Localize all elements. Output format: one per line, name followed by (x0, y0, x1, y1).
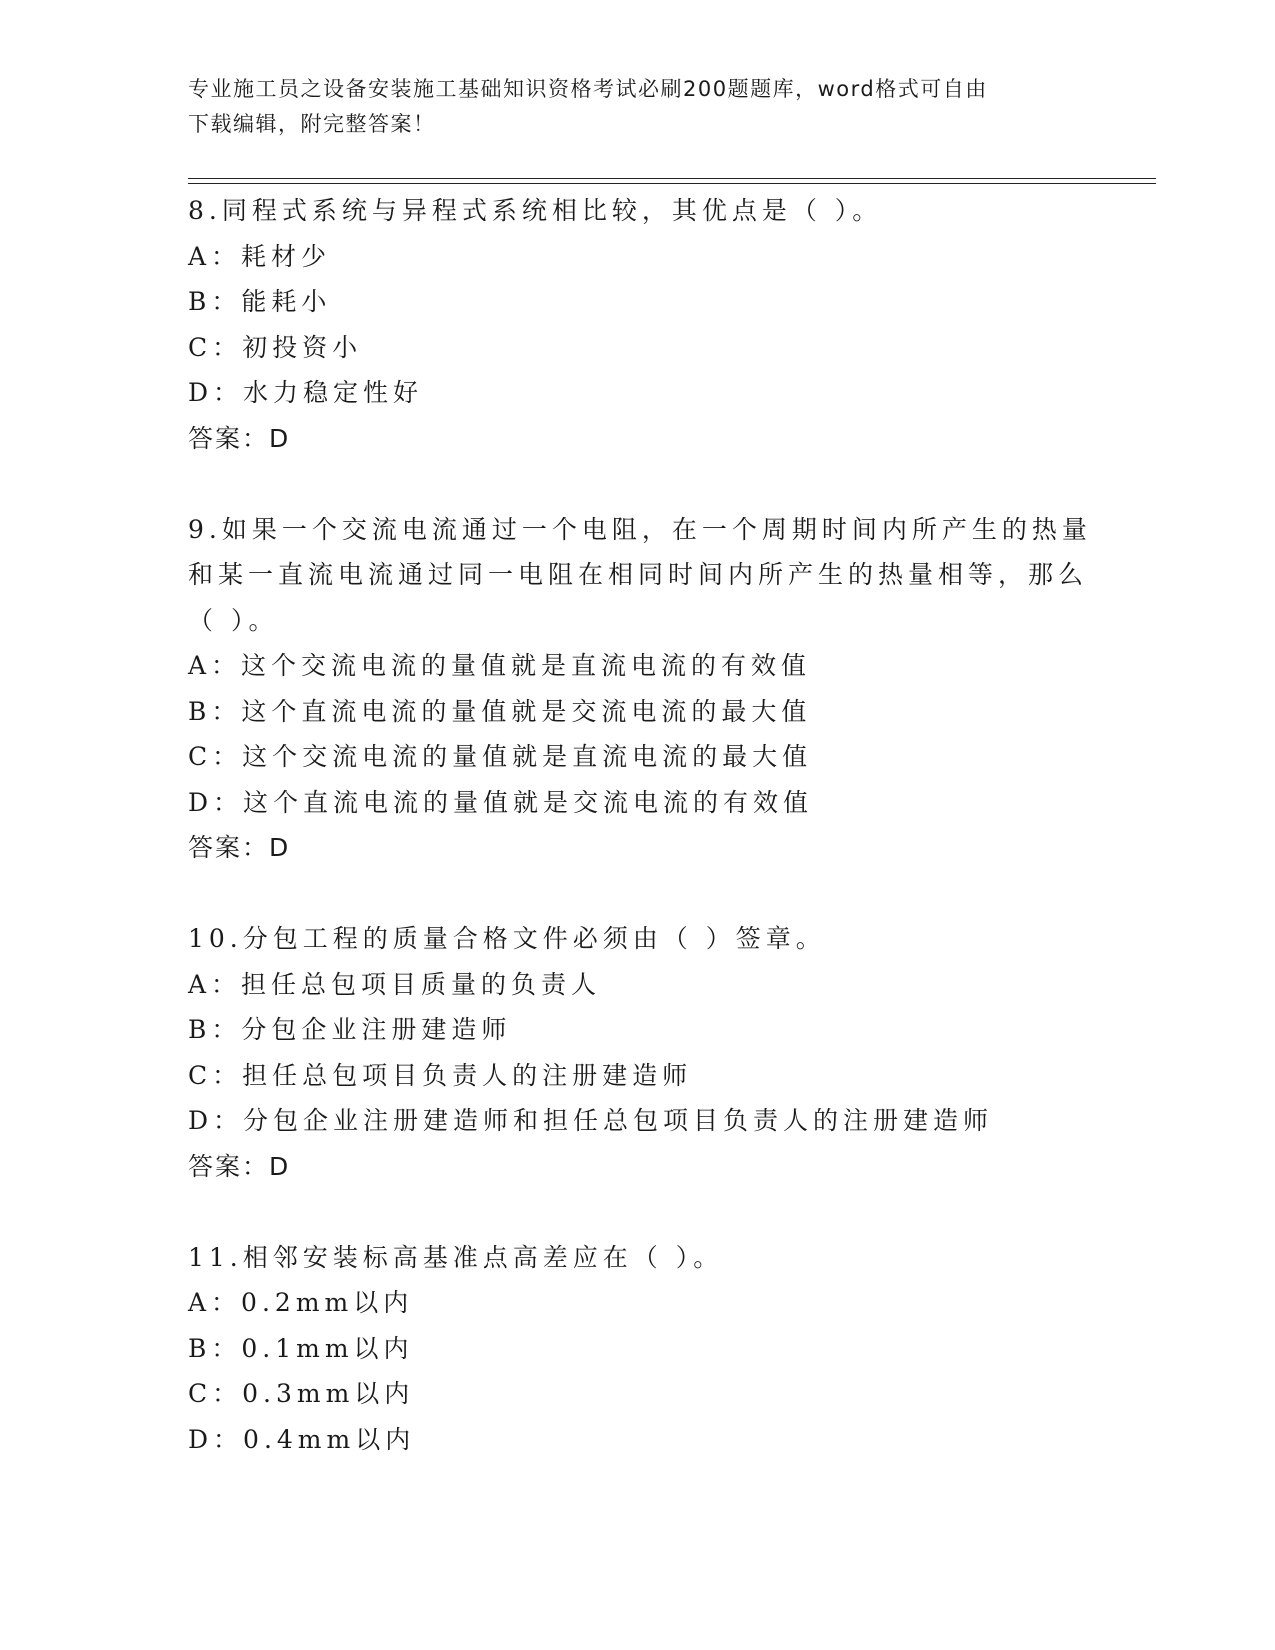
option-b: B：分包企业注册建造师 (188, 1015, 512, 1044)
option-d: D：分包企业注册建造师和担任总包项目负责人的注册建造师 (188, 1106, 994, 1135)
question-stem: 9.如果一个交流电流通过一个电阻，在一个周期时间内所产生的热量 (188, 514, 1092, 544)
option-b: B：0.1mm以内 (188, 1333, 414, 1363)
option-d: D：这个直流电流的量值就是交流电流的有效值 (188, 787, 814, 817)
question-8 (188, 188, 1088, 461)
answer-line: 答案：D (188, 833, 291, 862)
option-b: B：能耗小 (188, 287, 332, 316)
option-c: C：0.3mm以内 (188, 1379, 415, 1408)
option-c: C：初投资小 (188, 332, 363, 362)
question-11 (188, 1235, 1088, 1463)
option-a: A：0.2mm以内 (188, 1288, 414, 1317)
header-line-1: 专业施工员之设备安装施工基础知识资格考试必刷200题题库，word格式可自由 (188, 77, 988, 101)
spacer (188, 1189, 1088, 1235)
question-stem: 8.同程式系统与异程式系统相比较，其优点是（ ）。 (188, 196, 883, 225)
answer-line: 答案：D (188, 423, 291, 453)
question-10 (188, 916, 1088, 1189)
answer-line: 答案：D (188, 1151, 291, 1181)
option-d: D：0.4mm以内 (188, 1424, 416, 1454)
question-stem: （ ）。 (188, 605, 279, 635)
option-c: C：这个交流电流的量值就是直流电流的最大值 (188, 742, 813, 771)
question-stem: 和某一直流电流通过同一电阻在相同时间内所产生的热量相等，那么 (188, 560, 1089, 589)
option-a: A：这个交流电流的量值就是直流电流的有效值 (188, 651, 812, 680)
question-stem: 10.分包工程的质量合格文件必须由（ ）签章。 (188, 924, 826, 953)
spacer (188, 871, 1088, 917)
question-stem: 11.相邻安装标高基准点高差应在（ ）。 (188, 1242, 724, 1272)
spacer (188, 461, 1088, 507)
document-header (188, 72, 1088, 142)
option-d: D：水力稳定性好 (188, 378, 424, 407)
question-9 (188, 507, 1092, 871)
header-divider (188, 178, 1156, 184)
question-list (188, 188, 1092, 1462)
option-c: C：担任总包项目负责人的注册建造师 (188, 1060, 693, 1090)
option-a: A：担任总包项目质量的负责人 (188, 969, 602, 999)
option-b: B：这个直流电流的量值就是交流电流的最大值 (188, 696, 812, 726)
header-line-2: 下载编辑，附完整答案！ (188, 112, 436, 136)
option-a: A：耗材少 (188, 241, 332, 271)
